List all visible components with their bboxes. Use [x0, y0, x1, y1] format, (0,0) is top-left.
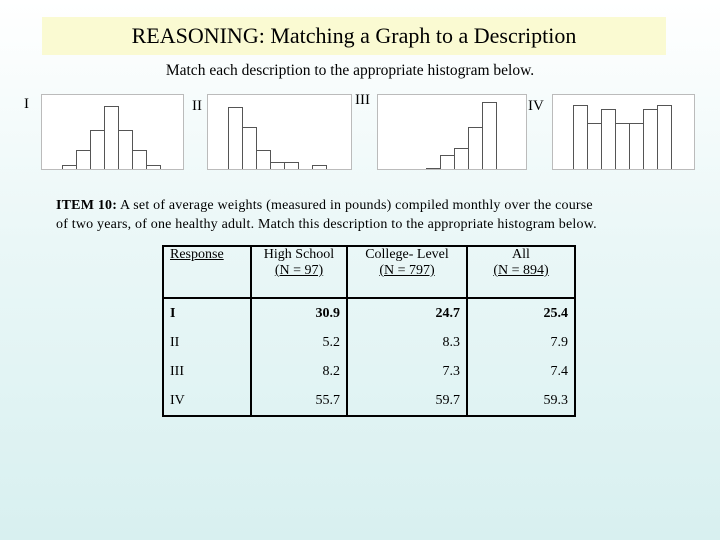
page-title: REASONING: Matching a Graph to a Description	[131, 23, 577, 48]
histogram-bar	[284, 162, 299, 169]
histogram-bar	[242, 127, 257, 169]
histogram-bar	[76, 150, 91, 169]
histogram-bar	[256, 150, 271, 169]
histogram-1	[41, 94, 184, 170]
histogram-bar	[629, 123, 644, 169]
histogram-bar	[228, 107, 243, 169]
histogram-bar	[90, 130, 105, 169]
histogram-bar	[657, 105, 672, 169]
histogram-bar	[601, 109, 616, 169]
histogram-bar	[482, 102, 497, 169]
header-college: College- Level (N = 797)	[347, 246, 467, 298]
hist-label-3: III	[355, 92, 370, 108]
hist-label-2: II	[192, 98, 202, 114]
histogram-bar	[312, 165, 327, 169]
table-row: IV 55.7 59.7 59.3	[163, 386, 575, 416]
subtitle: Match each description to the appropriate histogram below.	[165, 62, 535, 79]
title-box	[42, 17, 666, 55]
histogram-bar	[587, 123, 602, 169]
header-high-school: High School (N = 97)	[251, 246, 347, 298]
histogram-bar	[426, 168, 441, 169]
histogram-bar	[104, 106, 119, 169]
histogram-bar	[454, 148, 469, 169]
histogram-bar	[573, 105, 588, 169]
histogram-bar	[468, 127, 483, 169]
table-row: III 8.2 7.3 7.4	[163, 357, 575, 386]
item-text-line2: of two years, of one healthy adult. Match this description to the appropriate histogram below.	[56, 217, 597, 232]
histogram-4	[552, 94, 695, 170]
item-number: ITEM 10:	[56, 198, 118, 213]
histogram-bar	[270, 162, 285, 169]
hist-label-4: IV	[528, 98, 544, 114]
hist-label-1: I	[24, 96, 29, 112]
response-table	[162, 245, 576, 417]
table-row: II 5.2 8.3 7.9	[163, 328, 575, 357]
histogram-bar	[118, 130, 133, 169]
histogram-bar	[643, 109, 658, 169]
item-text-line1: A set of average weights (measured in pounds) compiled monthly over the course	[117, 198, 593, 213]
histogram-bar	[440, 155, 455, 169]
header-all: All (N = 894)	[467, 246, 575, 298]
histogram-bar	[62, 165, 77, 169]
histogram-2	[207, 94, 352, 170]
header-response: Response	[163, 246, 251, 298]
histogram-bar	[132, 150, 147, 169]
histogram-bar	[615, 123, 630, 169]
histogram-bar	[146, 165, 161, 169]
item-description	[56, 196, 676, 234]
table-row: I 30.9 24.7 25.4	[163, 298, 575, 328]
histogram-3	[377, 94, 527, 170]
